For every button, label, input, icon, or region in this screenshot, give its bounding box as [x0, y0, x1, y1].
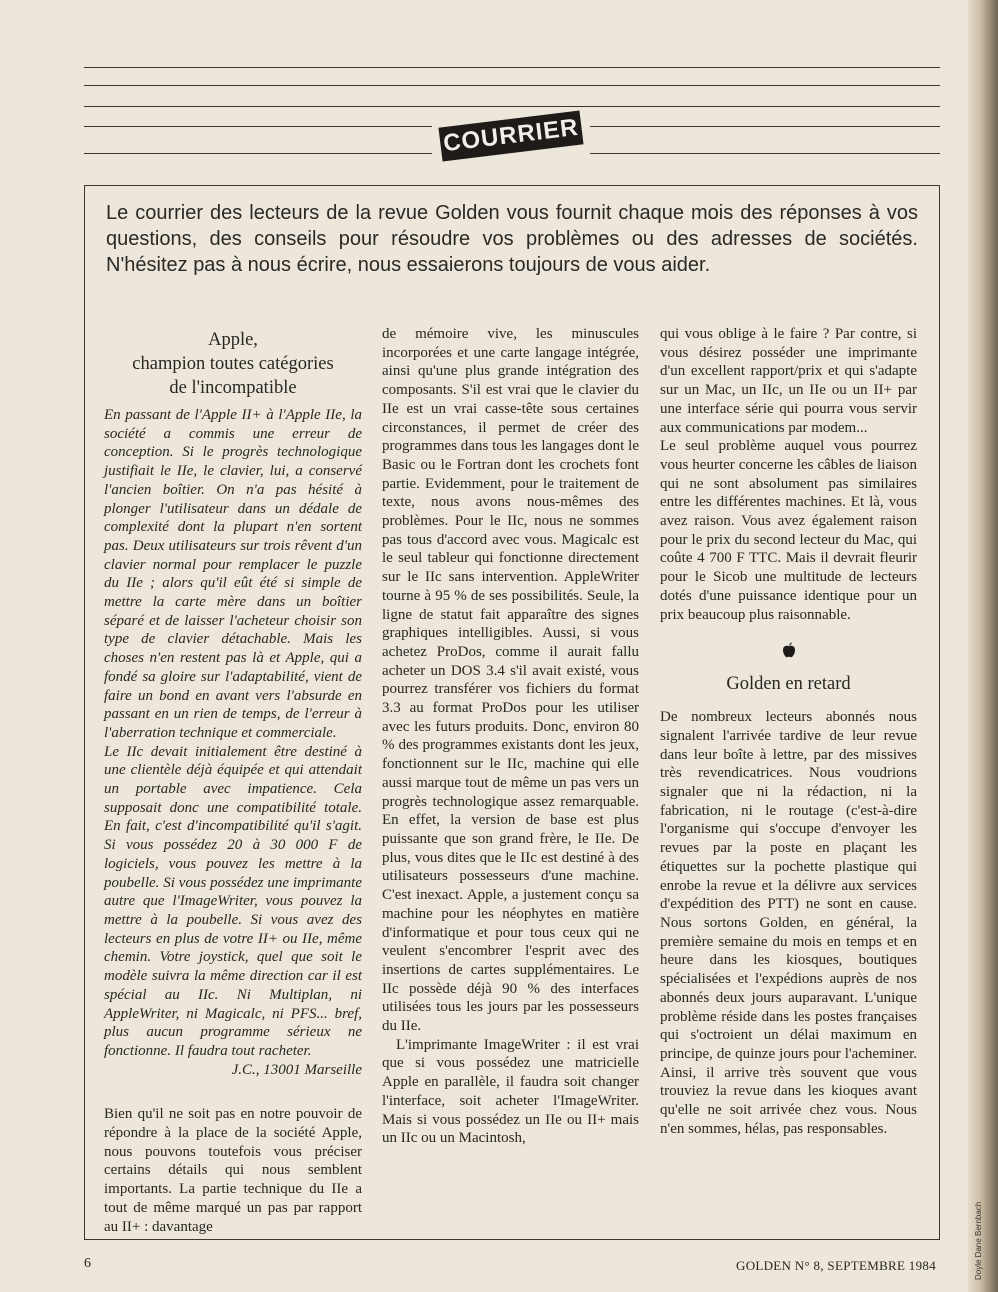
editorial-reply: de mémoire vive, les minuscules incorporées et une carte langage intégrée, ainsi qu'une plus grande intégration des composants. S'il est vrai que le clavier du IIe est un vrai casse-tête sous certaines circonstances, il permet de créer des programmes dans tous les langages dont le Basic ou le Fortran dont les crochets font partie. Evidemment, pour le traitement de texte, nous avons nous-mêmes des problèmes. Pour le IIc, nous ne sommes pas tous d'accord avec vous. Magicalc est le seul tableur qui fonctionne directement sur le IIc sans intervention. AppleWriter tourne à 95 % de ses possibilités. Seule, la ligne de statut fait apparaître des signes graphiques intelligibles. Aussi, si vous achetez ProDos, comme il aurait fallu acheter un DOS 3.4 s'il avait existé, vous pourrez transférer vos fichiers du format 3.3 au format ProDos pour les utiliser avec les futurs produits. Donc, environ 80 % des programmes existants dont les jeux, fonctionnent sur le IIc, machine qui elle aussi marque tout de même un pas vers un progrès technologique assez remarquable. En effet, la version de base est plus puissante que son grand frère, le IIe. De plus, vous dites que le IIc est destiné à des utilisateurs possesseurs d'une machine. C'est inexact. Apple, a justement conçu sa machine pour les néophytes en matière d'informatique et pour tous ceux qui ne veulent s'encombrer l'esprit avec des insertions de cartes supplémentaires. Le IIc possède déjà 90 % des interfaces utilisées tous les jours par les possesseurs du IIe.	[382, 326, 639, 1035]
intro-text: Le courrier des lecteurs de la revue Golden vous fournit chaque mois des réponses à vos questions, des conseils pour résoudre vos problèmes ou des adresses de sociétés. N'hésitez pas à nous écrire, nous essaierons toujours de vous aider.	[106, 202, 918, 276]
section-banner: COURRIER	[438, 110, 583, 161]
reader-letter: En passant de l'Apple II+ à l'Apple IIe, la société a commis une erreur de conception. Si le progrès technologique justifiait le IIe, le clavier, lui, a conservé l'ancien boîtier. On n'a pas hésité à plonger l'utilisateur dans un dédale de complexité dont la plupart n'en sortent pas. Deux utilisateurs sur trois rêvent d'un clavier normal pour remplacer le puzzle du IIe ; alors qu'il eût été si simple de mettre la carte mère dans un boîtier séparé et de laisser l'acheteur choisir son type de clavier détachable. Mais les choses n'en restent pas là et Apple, qui a fondé sa gloire sur l'adaptabilité, vient de faire un bond en avant vers l'absurde en passant en un rien de temps, de l'erreur à l'aberration technique et commerciale.	[104, 407, 362, 741]
header-rule	[84, 67, 940, 68]
header-rule	[590, 153, 940, 154]
page-edge	[968, 0, 998, 1292]
article-title	[104, 328, 362, 400]
title-line: Apple,	[208, 330, 258, 350]
letter-signature: J.C., 13001 Marseille	[231, 1061, 362, 1078]
header-rule	[84, 153, 432, 154]
article-body: De nombreux lecteurs abonnés nous signalent l'arrivée tardive de leur revue dans leur boîte à lettre, par des missives très revendicatrices. Nous voudrions signaler que ni la rédaction, ni la fabrication, ni le routage (c'est-à-dire l'organisme qui s'occupe d'envoyer les revues par la poste en plaçant les étiquettes sur la pochette plastique qui enrobe la revue et la délivre aux services d'expédition des PTT) ne sont en cause. Nous sortons Golden, en général, la première semaine du mois en temps et en heure dans les kiosques, boutiques spécialisées et l'expédions auprès de nos abonnés deux jours auparavant. L'unique problème réside dans les postes françaises qui s'octroient un délai maximum en principe, de quinze jours pour l'acheminer. Ainsi, il arrive très souvent que vous trouviez la revue dans les kioques avant qu'elle ne soit arrivée chez vous. Nous n'en sommes, hélas, pas responsables.	[660, 709, 917, 1137]
header-rule	[84, 85, 940, 86]
editorial-reply: Bien qu'il ne soit pas en notre pouvoir de répondre à la place de la société Apple, nous pouvons toutefois vous préciser certains détails qui nous semblent importants. La partie technique du IIe a tout de même marqué un pas par rapport au II+ : davantage	[104, 1106, 362, 1235]
reader-letter: Le IIc devait initialement être destiné à une clientèle déjà équipée et qui attendait un portable avec impatience. Cela supposait donc une compatibilité totale. En fait, c'est d'incompatibilité qu'il s'agit. Si vous possédez 20 à 30 000 F de logiciels, vous pouvez les mettre à la poubelle. Si vous possédez une imprimante autre que l'ImageWriter, vous pouvez la mettre à la poubelle. Si vous avez des lecteurs en plus de votre II+ ou IIe, même chemin. Votre joystick, quel que soit le modèle suivra la même direction car il est spécial au IIc. Ni Multiplan, ni AppleWriter, ni Magicalc, ni PFS... bref, plus aucun programme sérieux ne fonctionne. Il faudra tout racheter.	[104, 743, 362, 1059]
editorial-reply: qui vous oblige à le faire ? Par contre, si vous désirez posséder une imprimante d'un excellent rapport/prix et qui s'adapte sur un Mac, un IIc, un IIe ou un II+ par une interface série qui pourra vous servir aux communications par modem...	[660, 326, 917, 436]
header-rule	[84, 126, 432, 127]
page-number: 6	[84, 1256, 91, 1271]
editorial-reply: Le seul problème auquel vous pourrez vous heurter concerne les câbles de liaison qui ne sont absolument pas similaires entre les différentes machines. Et là, vous avez raison. Vous avez également raison pour le prix du second lecteur du Mac, qui coûte 4 700 F TTC. Mais il devrait fleurir pour le Sicob une multitude de lecteurs dotés d'une puissance identique pour un prix beaucoup plus raisonnable.	[660, 438, 917, 623]
header-rule	[590, 126, 940, 127]
article-title: Golden en retard	[726, 674, 851, 695]
column-2	[382, 325, 639, 1148]
column-1	[104, 328, 362, 1236]
header-rule	[84, 106, 940, 107]
issue-footer: GOLDEN N° 8, SEPTEMBRE 1984	[736, 1258, 936, 1273]
title-line: champion toutes catégories	[132, 354, 334, 374]
apple-icon	[782, 642, 796, 658]
editorial-reply: L'imprimante ImageWriter : il est vrai que si vous possédez une matricielle Apple en parallèle, il faudra soit changer l'interface, soit acheter l'ImageWriter. Mais si vous possédez un IIe ou II+ mais un IIc ou un Macintosh,	[382, 1036, 639, 1147]
column-3	[660, 325, 917, 1138]
spine-credit: Doyle Dane Bernbach	[974, 1201, 983, 1280]
title-line: de l'incompatible	[169, 378, 297, 398]
